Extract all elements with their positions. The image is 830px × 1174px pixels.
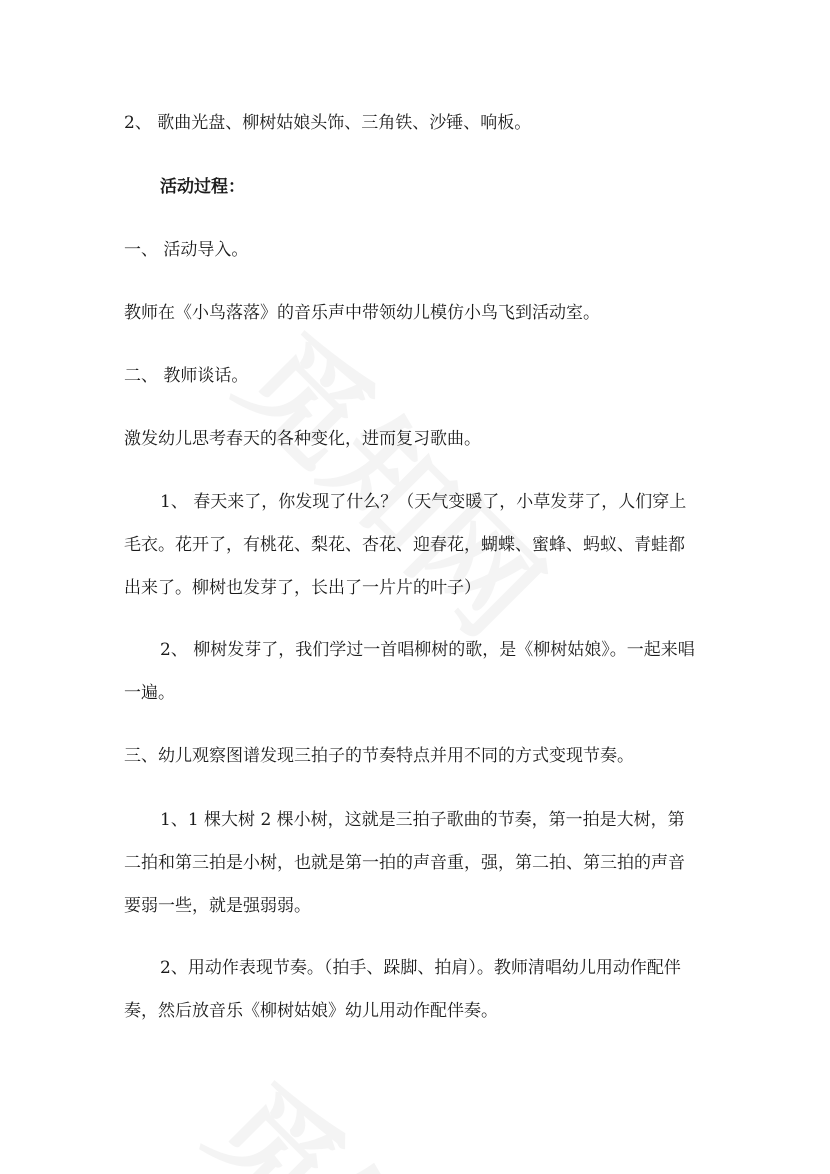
step-2-item-1: 1、 春天来了，你发现了什么？（天气变暖了，小草发芽了，人们穿上毛衣。花开了，有桃花、梨花、杏花、迎春花，蝴蝶、蜜蜂、蚂蚁、青蛙都出来了。柳树也发芽了，长出了一片片的叶子） bbox=[124, 492, 687, 598]
step-heading-2: 二、 教师谈话。 bbox=[124, 366, 249, 386]
step-2-item-2: 2、 柳树发芽了，我们学过一首唱柳树的歌，是《柳树姑娘》。一起来唱一遍。 bbox=[124, 640, 695, 703]
step-text-1: 教师在《小鸟落落》的音乐声中带领幼儿模仿小鸟飞到活动室。 bbox=[124, 303, 600, 323]
step-3-item-2: 2、用动作表现节奏。（拍手、跺脚、拍肩）。教师清唱幼儿用动作配伴奏，然后放音乐《柳树姑娘》幼儿用动作配伴奏。 bbox=[124, 958, 681, 1021]
step-heading-1: 一、 活动导入。 bbox=[124, 240, 249, 260]
step-heading-3: 三、幼儿观察图谱发现三拍子的节奏特点并用不同的方式变现节奏。 bbox=[124, 746, 634, 766]
materials-item-2: 2、 歌曲光盘、柳树姑娘头饰、三角铁、沙锤、响板。 bbox=[124, 113, 532, 133]
watermark bbox=[178, 1040, 554, 1174]
step-text-2: 激发幼儿思考春天的各种变化，进而复习歌曲。 bbox=[124, 429, 481, 449]
step-3-item-1: 1、1 棵大树 2 棵小树，这就是三拍子歌曲的节奏，第一拍是大树，第二拍和第三拍是小树，也就是第一拍的声音重，强，第二拍、第三拍的声音要弱一些，就是强弱弱。 bbox=[124, 810, 685, 916]
section-heading-activity-process: 活动过程： bbox=[160, 177, 245, 197]
